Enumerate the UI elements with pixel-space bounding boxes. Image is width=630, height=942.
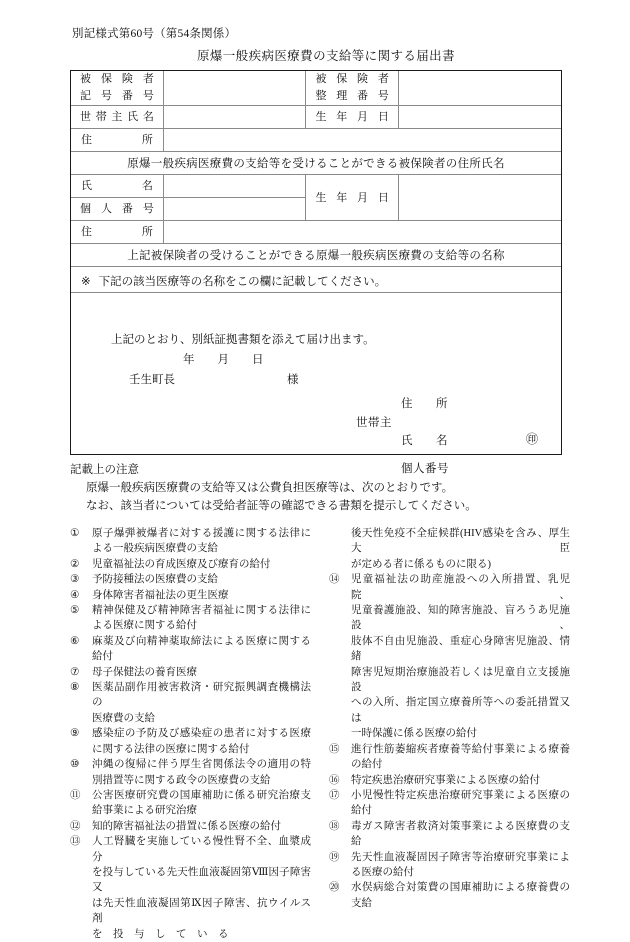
list-item-line: 感染症の予防及び感染症の患者に対する医療 [92,728,311,740]
list-item-line: の給付 [351,759,383,771]
list-item-text [92,665,311,680]
list-item-text [92,834,311,942]
insured-label-line1: 被 保 険 者 [80,73,154,85]
list-item [70,665,311,680]
birthdate-label: 生 年 月 日 [315,111,389,123]
list-item [70,557,311,572]
insured-symbol-number-input[interactable] [163,71,306,106]
applicant-mynumber-label: 個人番号 [401,463,449,475]
list-item-number: ⑦ [70,666,80,678]
table-row [71,152,561,175]
list-item-number: ⑫ [70,820,81,832]
list-item [329,526,570,572]
beneficiary-birthdate-label-cell [306,175,398,221]
list-item-number: ⑭ [329,574,340,586]
list-item-text [92,603,311,634]
table-row [71,267,561,293]
list-item-text [92,757,311,788]
beneficiary-mynumber-label: 個 人 番 号 [80,203,154,215]
note-instruction: 下記の該当医療等の名称をこの欄に記載してください。 [98,276,387,288]
list-item-line: 進行性筋萎縮疾者療養等給付事業による療養 [351,743,570,755]
list-item [329,880,570,911]
list-item-line: 予防接種法の医療費の支給 [92,574,218,586]
benefit-list-right-column [329,526,570,942]
list-item-line: は先天性血液凝固第Ⅸ因子障害、抗ウイルス剤 [92,897,311,925]
insured-reference-number-input[interactable] [398,71,561,106]
notes-heading: 記載上の注意 [70,464,139,476]
list-item-number: ⑬ [70,836,81,848]
list-item-text [351,788,570,819]
form-table [71,71,561,293]
list-item-line: 医薬品副作用被害救済・研究振興調査機構法の [92,682,311,709]
list-item-line: への入所、指定国立療養所等への委託措置又は [351,697,570,724]
notes-paragraph-2: なお、該当者については受給者証等の確認できる書類を提示してください。 [86,500,477,512]
list-item-text [92,557,311,572]
list-item-line: 身体障害者福祉法の更生医療 [92,589,229,601]
applicant-address-label: 住 所 [401,398,454,410]
list-item-text [351,742,570,773]
section-header-benefit-name: 上記被保険者の受けることができる原爆一般疾病医療費の支給等の名称 [71,244,561,267]
form-number: 別記様式第60号（第54条関係） [72,28,237,40]
beneficiary-name-label: 氏 名 [81,180,153,192]
list-item [329,850,570,881]
list-item-line: 毒ガス障害者救済対策事業による医療費の支 [351,820,570,832]
list-item-line: 後天性免疫不全症候群(HIV感染を含み、厚生大臣 [351,528,570,555]
beneficiary-mynumber-input[interactable] [163,198,306,221]
list-item-text [92,680,311,726]
list-item-line: 水俣病総合対策費の国庫補助による療養費の [351,882,570,894]
table-row [71,221,561,244]
list-item-line: よる一般疾病医療費の支給 [92,543,218,555]
list-item [329,819,570,850]
addressee-honorific: 様 [287,374,299,386]
day-label: 日 [252,354,265,366]
list-item-number: ⑤ [70,605,80,617]
address-input[interactable] [163,129,561,152]
householder-label: 世帯主 [356,417,392,429]
table-row [71,244,561,267]
list-item [70,819,311,834]
list-item [70,757,311,788]
note-mark: ※ [81,276,91,288]
list-item-text [92,572,311,587]
list-item-line: 児童福祉法の育成医療及び療育の給付 [92,558,271,570]
list-item-number: ⑮ [329,743,340,755]
benefit-list [70,526,570,942]
year-label: 年 [183,354,196,366]
beneficiary-mynumber-label-cell [71,198,163,221]
section-header-insured-address-name: 原爆一般疾病医療費の支給等を受けることができる被保険者の住所氏名 [71,152,561,175]
list-item-line: 先天性血液凝固因子障害等治療研究事業によ [351,851,570,863]
seal-icon: ㊞ [526,432,539,446]
declaration-date-fields[interactable] [183,351,265,367]
beneficiary-name-label-cell [71,175,163,198]
list-item-number: ⑪ [70,789,81,801]
list-item-line: 肢体不自由児施設、重症心身障害児施設、情緒 [351,635,570,663]
householder-name-label-cell [71,106,163,129]
list-item-text [92,634,311,665]
table-row [71,129,561,152]
list-item-text [351,572,570,741]
list-item-line: が定める者に係るものに限る) [351,558,491,570]
list-item-text [92,788,311,819]
list-item-number: ⑥ [70,635,80,647]
insured-label-line2: 記 号 番 号 [80,90,154,102]
list-item [329,572,570,741]
list-item-text [351,850,570,881]
reference-label-line1: 被 保 険 者 [315,73,389,85]
insured-symbol-number-label-cell [71,71,163,106]
list-item-number: ⑱ [329,820,340,832]
reference-label-line2: 整 理 番 号 [315,90,389,102]
beneficiary-address-label-cell [71,221,163,244]
list-item-text [351,773,570,788]
list-item [70,788,311,819]
list-item-line: 人工腎臓を実施している慢性腎不全、血漿成分 [92,836,311,863]
birthdate-label-cell [306,106,398,129]
list-item-number: ⑯ [329,774,340,786]
address-label-cell [71,129,163,152]
addressee-mayor: 壬生町長 [129,374,175,386]
list-item-text [92,526,311,557]
list-item [70,634,311,665]
householder-name-input[interactable] [163,106,306,129]
address-label: 住 所 [81,134,153,146]
page-title: 原爆一般疾病医療費の支給等に関する届出書 [196,49,455,63]
benefit-name-entry-cell[interactable] [71,267,561,293]
declaration-statement: 上記のとおり、別紙証拠書類を添えて届け出ます。 [111,334,375,346]
list-item-line: 給 [351,836,362,848]
list-item-line: 麻薬及び向精神薬取締法による医療に関する [92,635,311,647]
birthdate-input[interactable] [398,106,561,129]
list-item-line: 障害児短期治療施設若しくは児童自立支援施設 [351,666,570,694]
applicant-name-label: 氏 名 [401,435,454,447]
list-item-number: ② [70,558,80,570]
list-item-number: ③ [70,574,80,586]
list-item-text [351,526,570,572]
list-item-number: ⑳ [329,882,340,894]
list-item-line: 原子爆弾被爆者に対する援護に関する法律に [92,528,311,539]
beneficiary-name-input[interactable] [163,175,306,198]
list-item-text [92,588,311,603]
list-item [70,588,311,603]
list-item-line: 精神保健及び精神障害者福祉に関する法律に [92,605,311,617]
list-item-line: 小児慢性特定疾患治療研究事業による医療の [351,789,570,801]
list-item-line: 一時保護に係る医療の給付 [351,728,477,740]
list-item [70,572,311,587]
list-item-text [351,880,570,911]
list-item [70,526,311,557]
beneficiary-birthdate-label: 生 年 月 日 [315,191,389,204]
list-item-line: る医療の給付 [351,866,414,878]
list-item-line: 別措置等に関する政令の医療費の支給 [92,774,271,786]
list-item [70,726,311,757]
list-item-text [92,726,311,757]
benefit-list-left-column [70,526,311,942]
list-item-line: 児童養護施設、知的障害施設、盲ろうあ児施設、 [351,605,570,632]
list-item-line: 母子保健法の養育医療 [92,666,197,678]
list-item [329,788,570,819]
beneficiary-birthdate-input[interactable] [398,175,561,221]
list-item-number: ⑩ [70,759,80,771]
list-item-number: ④ [70,589,80,601]
list-item-line: よる医療に関する給付 [92,620,197,632]
householder-name-label: 世 帯 主 氏 名 [80,111,154,123]
list-item-line: に関する法律の医療に関する給付 [92,743,250,755]
list-item-text [92,819,311,834]
list-item-line: 沖縄の復帰に伴う厚生省関係法令の適用の特 [92,759,311,771]
list-item-line: 給付 [351,805,372,817]
list-item-number: ⑰ [329,789,340,801]
list-item [70,603,311,634]
list-item [329,773,570,788]
table-row [71,106,561,129]
list-item-line: 給事業による研究治療 [92,805,197,817]
list-item [70,680,311,726]
insured-reference-number-label-cell [306,71,398,106]
beneficiary-address-label: 住 所 [81,226,153,238]
list-item-line: 特定疾患治療研究事業による医療の給付 [351,774,540,786]
beneficiary-address-input[interactable] [163,221,561,244]
list-item-number: ⑲ [329,851,340,863]
month-label: 月 [217,354,230,366]
list-item [70,834,311,942]
list-item-number: ⑧ [70,682,80,694]
list-item-line: 給付 [92,651,113,663]
list-item-line: 医療費の支給 [92,712,155,724]
list-item-line: 知的障害福祉法の措置に係る医療の給付 [92,820,281,832]
list-item-line-last: を 投 与 し て い る [92,928,229,940]
notes-paragraph-1: 原爆一般疾病医療費の支給等又は公費負担医療等は、次のとおりです。 [86,482,454,494]
list-item-number: ① [70,528,80,539]
list-item-line: を投与している先天性血液凝固第Ⅷ因子障害又 [92,866,311,894]
list-item [329,742,570,773]
list-item-line: 支給 [351,897,372,909]
table-row [71,71,561,106]
list-item-number: ⑨ [70,728,80,740]
list-item-line: 児童福祉法の助産施設への入所措置、乳児院、 [351,574,570,601]
list-item-text [351,819,570,850]
list-item-line: 公害医療研究費の国庫補助に係る研究治療支 [92,789,311,801]
table-row [71,175,561,198]
